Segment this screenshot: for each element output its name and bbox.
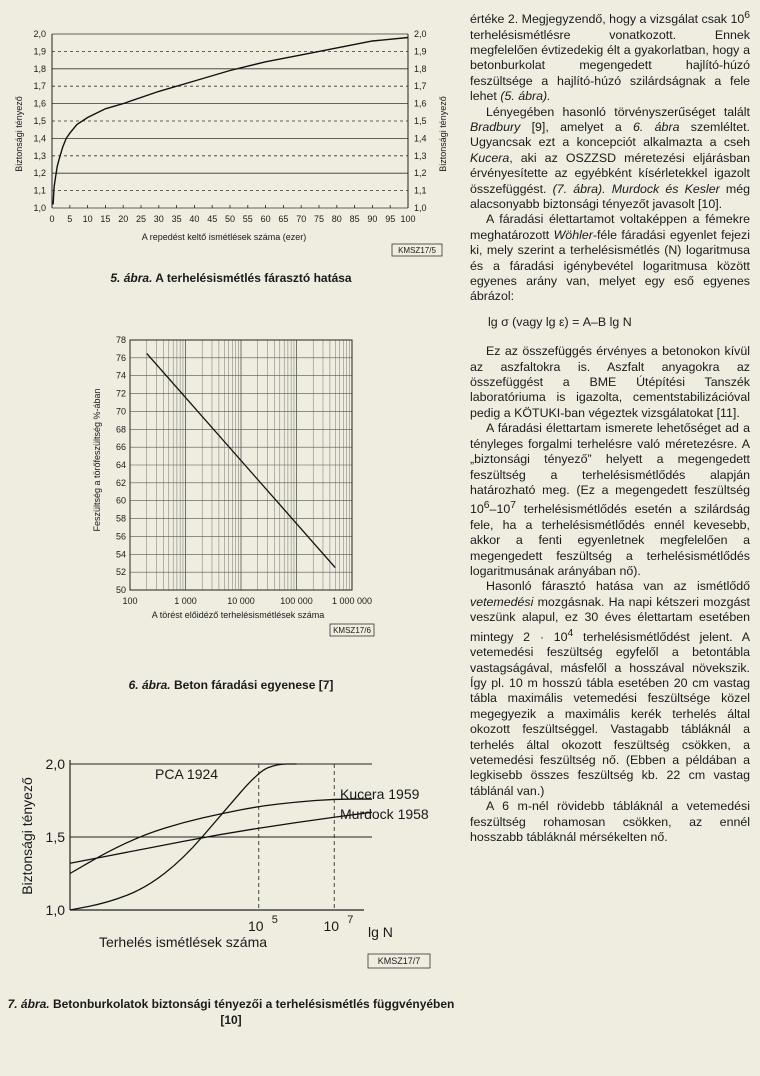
fig5-ytick-left: 1,1	[33, 185, 46, 196]
paragraph-5: A fáradási élettartam ismerete lehetőséget ad a tényleges forgalmi terhelésre való méretezésre. A „biztonsági tényező” helyett a megengedett feszültség a terhelésismétlődés alapján határozható meg. (Ez a megengedett feszültség $10^6-10^7$ terhelésismétlődés esetén a szilárdság fele, ha a terhelésismétlődés ennél kevesebb, akkor a fenti egyenletnek megfelelően a megengedett feszültség a terhelésismétlődés logaritmusának arányában nő).	[470, 421, 750, 579]
wohler-formula: lg σ (vagy lg ε) = A–B lg N	[488, 314, 632, 329]
figure-6-number: 6. ábra.	[128, 678, 171, 692]
figure-5-title: A terhelésismétlés fárasztó hatása	[152, 271, 352, 285]
paragraph-3: A fáradási élettartamot voltaképpen a fémekre meghatározott Wöhler-féle fáradási egyenlet fejezi ki, mely szerint a terhelésismétlés (N) logaritmusa és a fáradási igénybevétel logaritmusa között egyenes arány van, melyet egy eső egyenes ábrázol:	[470, 212, 750, 304]
fig6-xtick-label: 1 000	[174, 596, 197, 606]
fig5-ytick-left: 1,5	[33, 116, 46, 126]
fig6-ytick-label: 58	[115, 513, 126, 524]
fig6-ytick-label: 76	[115, 352, 126, 363]
fig7-code: KMSZ17/7	[377, 956, 421, 966]
fig5-xtick-label: 10	[82, 214, 93, 224]
fig6-ytick-label: 78	[115, 335, 126, 345]
fig7-xtick-exponent: 5	[271, 914, 278, 926]
fig5-xtick-label: 30	[153, 214, 164, 224]
figure-6-title: Beton fáradási egyenese [7]	[170, 678, 334, 692]
fig5-ytick-left: 1,0	[33, 203, 46, 213]
fig5-xtick-label: 35	[171, 214, 182, 224]
figure-7-chart	[0, 748, 462, 978]
fig5-ylabel-right: Biztonsági tényező	[438, 96, 448, 172]
fig7-xtick-base: 10	[247, 918, 264, 934]
fig5-ytick-right: 1,2	[414, 168, 427, 179]
fig6-ytick-label: 62	[115, 477, 126, 488]
fig6-xtick-label: 100	[122, 596, 138, 606]
fig6-ytick-label: 50	[115, 585, 126, 595]
fig5-xtick-label: 80	[331, 214, 342, 224]
fig5-ylabel-left: Biztonsági tényező	[14, 96, 24, 172]
fig6-ytick-label: 52	[115, 567, 126, 578]
paragraph-1: értéke 2. Megjegyzendő, hogy a vizsgálat csak $10^6$ terhelésismétlésre vonatkozott. Ennek megfelelően évtizedekig élt a gyakorlatban, hogy a betonburkolat megengedett hajlító-húzó feszültsége a hajlító-húzó szilárdságnak a fele lehet (5. ábra).	[470, 10, 750, 104]
figure-5-chart	[0, 14, 462, 264]
paragraph-6: Hasonló fárasztó hatása van az ismétlődő vetemedési mozgásnak. Ha napi kétszeri mozgást veszünk alapul, ez 30 éves élettartam esetében mintegy $2 \cdot 10^4$ terhelésismétlődést jelent. A vetemedési feszültség egyfelől a betontábla vastagságával, másfelől a hosszával növekszik. Így pl. 10 m hosszú tábla esetében 20 cm vastag tábla maximális vetemedési feszültsége közel megegyezik a maximális kerék terhelés által okozott feszültséggel. Vastagabb tábláknál a terhelés által okozott feszültség csökken, a vetemedési feszültség nő. (Ebben a példában a legkisebb összes feszültség kb. 22 cm vastag táblánál van.)	[470, 579, 750, 798]
fig7-series-label-kucera: Kucera 1959	[340, 786, 420, 802]
fig6-ytick-label: 54	[115, 549, 126, 560]
fig7-ylabel: Biztonsági tényező	[19, 777, 35, 895]
fig6-ytick-label: 74	[115, 370, 126, 381]
paragraph-4: Ez az összefüggés érvényes a betonokon kívül az aszfaltokra is. Aszfalt anyagokra az összefüggést a BME Útépítési Tanszék laboratóriuma is igazolta, cementstabilizációval pedig a KÖTUKI-ban végeztek vizsgálatokat [11].	[470, 344, 750, 420]
fig7-series-label-pca: PCA 1924	[155, 766, 219, 782]
fig6-ylabel: Feszültség a törőfeszültség %-ában	[92, 388, 102, 532]
figure-7-title: Betonburkolatok biztonsági tényezői a terhelésismétlés függvényében [10]	[49, 997, 455, 1027]
fig6-xtick-label: 10 000	[227, 596, 255, 606]
fig7-xlabel: Terhelés ismétlések száma	[98, 934, 268, 950]
fig5-xtick-label: 50	[224, 214, 236, 224]
fig7-series-label-murdock: Murdock 1958	[340, 806, 429, 822]
fig7-series-line	[70, 812, 372, 863]
fig6-ytick-label: 64	[115, 460, 126, 470]
fig5-ytick-left: 1,3	[33, 150, 46, 161]
paragraph-7: A 6 m-nél rövidebb tábláknál a vetemedési feszültség rohamosan csökken, az ennél hosszabb tábláknál mérsékelten nő.	[470, 799, 750, 845]
figure-6-chart	[0, 330, 462, 650]
fig5-xtick-label: 25	[135, 214, 147, 224]
fig5-ytick-right: 1,7	[414, 81, 427, 92]
fig5-ytick-right: 2,0	[414, 29, 427, 39]
fig5-xtick-label: 70	[296, 214, 307, 224]
fig6-ytick-label: 68	[115, 424, 126, 435]
fig5-ytick-left: 1,6	[33, 98, 46, 109]
fig6-xlabel: A törést előidéző terhelésismétlések száma	[151, 610, 325, 620]
fig5-xlabel: A repedést keltő ismétlések száma (ezer)	[141, 232, 307, 242]
fig5-xtick-label: 85	[349, 214, 360, 224]
fig5-ytick-right: 1,3	[414, 150, 427, 161]
fig5-ytick-left: 2,0	[33, 29, 46, 39]
fig5-xtick-label: 65	[278, 214, 289, 224]
fig7-ytick-label: 1,5	[45, 829, 65, 845]
fig5-ytick-left: 1,8	[33, 63, 46, 74]
fig5-xtick-label: 40	[189, 214, 200, 224]
fig5-ytick-left: 1,4	[33, 133, 46, 144]
fig5-xtick-label: 100	[400, 214, 416, 224]
fig5-xtick-label: 5	[67, 214, 73, 224]
fig6-code: KMSZ17/6	[333, 626, 371, 635]
fig5-ytick-right: 1,5	[414, 116, 427, 126]
figure-7-caption	[0, 996, 462, 1028]
fig5-xtick-label: 75	[313, 214, 325, 224]
fig5-xtick-label: 20	[118, 214, 129, 224]
fig7-ytick-label: 1,0	[45, 902, 65, 918]
fig7-lgN: lg N	[368, 924, 393, 940]
fig5-ytick-right: 1,8	[414, 63, 427, 74]
fig5-ytick-right: 1,0	[414, 203, 427, 213]
fig5-xtick-label: 60	[260, 214, 271, 224]
paragraph-2: Lényegében hasonló törvényszerűséget talált Bradbury [9], amelyet a 6. ábra szemléltet. Ugyancsak ezt a koncepciót alkalmazta a cseh Kucera, aki az OSZZSD méretezési eljárásban érvényesítette az egyébként kísérletekkel igazolt összefüggést. (7. ábra). Murdock és Kesler még alacsonyabb biztonsági tényezőt javasolt [10].	[470, 104, 750, 211]
figure-6-caption	[0, 677, 462, 693]
fig5-xtick-label: 90	[367, 214, 378, 224]
fig5-xtick-label: 55	[242, 214, 253, 224]
fig5-xtick-label: 45	[207, 214, 218, 224]
fig5-ytick-left: 1,2	[33, 168, 46, 179]
text-column	[470, 8, 750, 846]
fig6-ytick-label: 72	[115, 388, 126, 399]
fig6-ytick-label: 66	[115, 442, 126, 453]
fig6-ytick-label: 56	[115, 531, 126, 542]
fig5-xtick-label: 15	[100, 214, 111, 224]
fig7-xtick-exponent: 7	[347, 914, 354, 926]
fig5-code: KMSZ17/5	[398, 246, 436, 255]
figure-5-caption	[0, 270, 462, 286]
fig6-xtick-label: 1 000 000	[331, 596, 373, 606]
fig7-series-line	[70, 799, 372, 873]
fig5-ytick-left: 1,7	[33, 81, 46, 92]
fig6-ytick-label: 60	[115, 495, 126, 506]
fig5-ytick-right: 1,4	[414, 133, 427, 144]
fig5-xtick-label: 95	[385, 214, 396, 224]
fig5-ytick-right: 1,9	[414, 46, 427, 57]
fig6-xtick-label: 100 000	[280, 596, 313, 606]
fig5-ytick-left: 1,9	[33, 46, 46, 57]
figure-7-number: 7. ábra.	[7, 997, 50, 1011]
fig5-ytick-right: 1,1	[414, 185, 427, 196]
fig5-xtick-label: 0	[49, 214, 55, 224]
fig6-ytick-label: 70	[115, 406, 126, 417]
fig7-xtick-base: 10	[323, 918, 340, 934]
fig7-ytick-label: 2,0	[45, 756, 65, 772]
fig5-ytick-right: 1,6	[414, 98, 427, 109]
figure-5-number: 5. ábra.	[110, 271, 153, 285]
